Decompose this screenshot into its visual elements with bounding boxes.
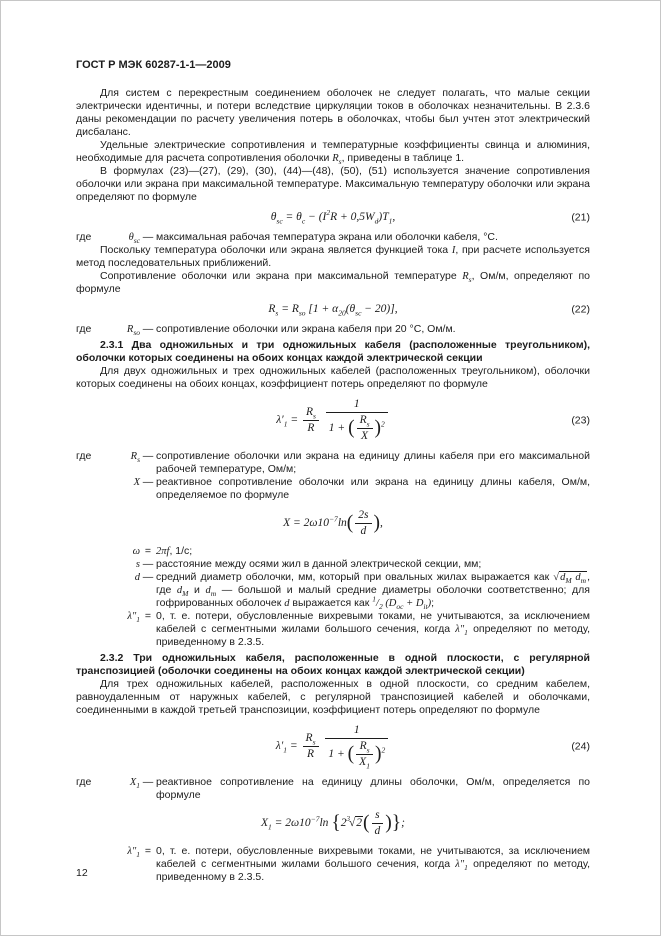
math-subscript: m bbox=[210, 589, 217, 599]
math-bracket: ( bbox=[346, 512, 354, 534]
math-subscript: d bbox=[374, 216, 379, 226]
where-lead-spacer bbox=[76, 571, 104, 610]
formula-block-23 bbox=[76, 398, 590, 443]
math-subscript: 1 bbox=[388, 216, 393, 226]
math-superscript: 2 bbox=[326, 208, 331, 218]
math-subscript: 1 bbox=[366, 761, 370, 771]
math-radical bbox=[553, 571, 587, 586]
fraction-numerator: $R_s$ bbox=[356, 740, 373, 755]
math-bracket: ( bbox=[363, 812, 370, 834]
definition-term: $\lambda''_1$ bbox=[127, 611, 140, 625]
math-bracket: ) bbox=[374, 743, 382, 765]
paragraph-sheath-resistance: Сопротивление оболочки или экрана при максимальной температуре $R_s$, Ом/м, определяют по формуле bbox=[76, 270, 590, 295]
paragraph-cross-bonding: Для систем с перекрестным соединением оболочек не следует полагать, что малые секции электрически идентичны, и потери вследствие циркуляции токов в оболочках незначительны. В 2.3.6 даны рекомендации по расчету увеличения потерь в оболочках, чтобы был учтен этот электрический дисбаланс. bbox=[76, 87, 590, 138]
inline-math: 2πf bbox=[156, 546, 170, 557]
math-superscript: 2 bbox=[381, 745, 386, 755]
math-superscript: 2 bbox=[381, 419, 385, 429]
definition-item-omega bbox=[76, 545, 590, 558]
paragraph-iteration: Поскольку температура оболочки или экрана является функцией тока I, при расчете используется метод последовательных приближений. bbox=[76, 244, 590, 269]
math-subscript: sc bbox=[355, 308, 362, 318]
math-subscript: s bbox=[366, 419, 370, 429]
formula-expression-21: $\theta_{sc} = \theta_c - (I^2R + 0,5W_d)T_1$, bbox=[270, 208, 396, 226]
math-bracket: ) bbox=[373, 512, 381, 534]
paragraph-trefoil: Для двух одножильных и трех одножильных кабелей (расположенных треугольником), оболочки которых соединены на обоих концах, коэффициент потерь определяют по формуле bbox=[76, 365, 590, 390]
math-bracket: ) bbox=[385, 812, 392, 834]
definition-term: $X_1$ bbox=[129, 777, 140, 791]
math-subscript: 1 bbox=[464, 628, 468, 638]
formula-expression-24: $\lambda'_1$ = $\frac{R_s}{R}$ 1 1 + ( $\frac{R_s}{X_1}$ )$^2$ bbox=[276, 724, 390, 769]
inline-math: I bbox=[451, 245, 456, 256]
math-subscript: s bbox=[338, 157, 342, 167]
definition-item-lambda1 bbox=[76, 610, 590, 649]
math-subscript: s bbox=[366, 745, 370, 755]
definition-separator: = bbox=[144, 845, 152, 857]
fraction-numerator: 2s bbox=[355, 509, 371, 524]
definition-description: сопротивление оболочки или экрана кабеля при 20 °С, Ом/м. bbox=[156, 323, 456, 335]
math-subscript: s bbox=[137, 455, 140, 465]
fraction-numerator: 1 bbox=[326, 398, 388, 413]
where-lead: где bbox=[76, 231, 92, 243]
math-fraction bbox=[355, 509, 371, 538]
math-bracket: ) bbox=[374, 417, 382, 439]
definition-description: расстояние между осями жил в данной электрической секции, мм; bbox=[156, 558, 482, 570]
math-subscript: 20 bbox=[338, 308, 346, 318]
math-subscript: s bbox=[313, 411, 316, 421]
math-subscript: 1 bbox=[283, 745, 288, 755]
formula-number-21: (21) bbox=[571, 211, 590, 223]
fraction-denominator: 1 + ( $\frac{R_s}{X_1}$ )$^2$ bbox=[328, 740, 386, 771]
math-subscript: so bbox=[298, 308, 306, 318]
math-subscript: 1 bbox=[464, 863, 468, 873]
formula-expression-22: $R_s = R_{so}$ $[1 + \alpha_{20}(\theta_{sc} - 20)]$, bbox=[268, 303, 398, 318]
paragraph-formulas-list: В формулах (23)—(27), (29), (30), (44)—(48), (50), (51) используется значение сопротивления оболочки или экрана при максимальной температуре. Максимальную температуру оболочки или экрана определяют по формуле bbox=[76, 165, 590, 203]
definition-description: реактивное сопротивление на единицу длины оболочки, Ом/м, определяется по формуле bbox=[156, 776, 590, 801]
formula-expression-x1: $X_1 = 2\omega 10^{-7}\ln$ {$2^3√2$( $\frac{s}{d}$ )}; bbox=[261, 809, 405, 837]
definition-item-x1 bbox=[76, 776, 590, 802]
definition-separator: — bbox=[142, 323, 154, 335]
fraction-numerator: $R_s$ bbox=[303, 406, 319, 421]
math-subscript: oc bbox=[396, 602, 404, 612]
definition-item-theta-sc bbox=[76, 231, 590, 244]
math-subscript: 1 bbox=[268, 822, 272, 832]
formula-expression-x: $X = 2\omega 10^{-7}\ln$( $\frac{2s}{d}$ ), bbox=[283, 509, 383, 537]
definition-separator: — bbox=[142, 231, 154, 243]
math-bracket: ( bbox=[348, 417, 355, 439]
math-subscript: c bbox=[301, 216, 306, 226]
math-subscript: s bbox=[468, 275, 472, 285]
definition-separator: = bbox=[144, 545, 152, 557]
math-subscript: 2 bbox=[378, 602, 383, 612]
definition-description: максимальная рабочая температура экрана или оболочки кабеля, °С. bbox=[156, 231, 498, 243]
inline-math: $d_m$ bbox=[205, 585, 217, 599]
where-lead-spacer bbox=[76, 558, 104, 571]
math-subscript: s bbox=[275, 308, 279, 318]
definition-separator: — bbox=[142, 450, 154, 462]
definition-term: d bbox=[134, 572, 140, 583]
formula-block-x bbox=[76, 509, 590, 538]
formula-block-x1 bbox=[76, 809, 590, 838]
where-lead: где bbox=[76, 323, 92, 335]
where-lead-spacer bbox=[76, 476, 104, 502]
inline-math: $\lambda''_1$ bbox=[455, 624, 468, 638]
where-lead-spacer bbox=[76, 545, 104, 558]
inline-math: $R_s$ bbox=[462, 271, 472, 285]
inline-math: $R_s$ bbox=[332, 153, 342, 167]
fraction-denominator: R bbox=[307, 748, 315, 760]
math-fraction bbox=[356, 740, 373, 769]
math-fraction bbox=[325, 724, 388, 769]
formula-number-22: (22) bbox=[571, 303, 590, 315]
radicand: $d_M$ $d_m$ bbox=[560, 572, 587, 586]
math-fraction bbox=[303, 732, 319, 761]
math-radical bbox=[346, 817, 363, 829]
inline-math: d bbox=[284, 598, 290, 609]
definition-item-rso bbox=[76, 323, 590, 336]
math-subscript: 1 bbox=[136, 615, 140, 625]
math-fraction bbox=[303, 406, 319, 435]
fraction-denominator: $X_1$ bbox=[359, 756, 370, 771]
inline-math: $^1/_2$ $(D_{oc} + D_{it})$ bbox=[372, 594, 432, 612]
math-superscript: −7 bbox=[310, 814, 320, 824]
fraction-denominator: R bbox=[307, 422, 315, 434]
definition-description: сопротивление оболочки или экрана на единицу длины кабеля при его максимальной рабочей температуре, Ом/м; bbox=[156, 450, 590, 475]
radical-symbol: √ bbox=[553, 572, 560, 583]
math-fraction bbox=[326, 398, 388, 443]
definition-description: 0, т. е. потери, обусловленные вихревыми токами, не учитываются, за исключением кабелей с сегментными жилами большого сечения, когда $\lambda''_1$ определяют по методу, приведенному в 2.3.5. bbox=[156, 845, 591, 883]
math-subscript: sc bbox=[276, 216, 283, 226]
inline-math: $\lambda''_1$ bbox=[455, 859, 468, 873]
definition-item-s bbox=[76, 558, 590, 571]
math-subscript: so bbox=[133, 328, 140, 338]
formula-block-24 bbox=[76, 724, 590, 769]
math-subscript: m bbox=[580, 576, 587, 586]
where-lead: где bbox=[76, 450, 92, 462]
math-subscript: M bbox=[565, 576, 572, 586]
definition-separator: — bbox=[142, 558, 154, 570]
math-fraction bbox=[357, 414, 373, 443]
where-lead-spacer bbox=[76, 610, 104, 649]
math-bracket: { bbox=[331, 812, 341, 834]
radical-index: 3 bbox=[346, 815, 350, 824]
math-subscript: M bbox=[182, 589, 189, 599]
math-subscript: sc bbox=[133, 236, 140, 246]
definition-description: 2πf, 1/с; bbox=[156, 545, 193, 557]
definition-term: $\theta_{sc}$ bbox=[128, 232, 140, 246]
page-number: 12 bbox=[76, 867, 88, 879]
fraction-denominator: d bbox=[374, 825, 381, 837]
paragraph-resistivities: Удельные электрические сопротивления и температурные коэффициенты свинца и алюминия, необходимые для расчета сопротивления оболочки $R_s$, приведены в таблице 1. bbox=[76, 139, 590, 167]
definition-term: $R_{so}$ bbox=[126, 324, 140, 338]
definition-term: $\lambda''_1$ bbox=[127, 846, 140, 860]
definition-description: средний диаметр оболочки, мм, который при овальных жилах выражается как $√d_M$ $d_m$, где $d_M$ и $d_m$ — большой и малый средние диаметры оболочки соответственно; для гофрированных оболочек d выражается как $^1/_2$ $(D_{oc} + D_{it})$; bbox=[156, 571, 590, 612]
definition-term: X bbox=[133, 477, 140, 488]
definition-item-lambda2 bbox=[76, 845, 590, 884]
document-header: ГОСТ Р МЭК 60287-1-1—2009 bbox=[76, 59, 231, 71]
radical-symbol: √ bbox=[348, 817, 356, 830]
definition-item-x bbox=[76, 476, 590, 502]
inline-math bbox=[553, 571, 587, 586]
paragraph-flat-transposed: Для трех одножильных кабелей, расположенных в одной плоскости, со средним кабелем, равноудаленным от наружных кабелей, с регулярной транспозицией кабелей и оболочками, соединенными в каждой третьей транспозиции, коэффициент потерь определяют по формуле bbox=[76, 678, 590, 716]
formula-expression-23: $\lambda'_1$ = $\frac{R_s}{R}$ 1 1 + ( $\frac{R_s}{X}$ )$^2$ bbox=[276, 398, 390, 443]
radicand: 2 bbox=[356, 817, 362, 830]
definition-item-rs bbox=[76, 450, 590, 476]
math-superscript: 1 bbox=[372, 594, 377, 604]
math-superscript: −7 bbox=[329, 514, 338, 524]
definition-separator: — bbox=[142, 776, 154, 788]
definition-term: s bbox=[135, 559, 140, 570]
math-bracket: } bbox=[391, 812, 402, 834]
definition-item-d bbox=[76, 571, 590, 610]
fraction-numerator: 1 bbox=[325, 724, 388, 739]
formula-number-23: (23) bbox=[571, 414, 590, 426]
fraction-denominator: X bbox=[361, 430, 369, 442]
math-subscript: it bbox=[423, 602, 428, 612]
fraction-numerator: s bbox=[372, 809, 384, 824]
section-heading-2-3-2: 2.3.2 Три одножильных кабеля, расположенные в одной плоскости, с регулярной транспозицией (оболочки соединены на обоих концах каждой электрической секции) bbox=[76, 652, 590, 677]
math-subscript: 1 bbox=[283, 419, 288, 429]
definition-term: ω bbox=[132, 546, 140, 557]
definition-separator: = bbox=[144, 610, 152, 622]
fraction-numerator: $R_s$ bbox=[303, 732, 319, 747]
definition-separator: — bbox=[142, 571, 154, 583]
fraction-denominator: d bbox=[360, 525, 367, 537]
math-bracket: ( bbox=[347, 743, 355, 765]
definition-term: $R_s$ bbox=[130, 451, 140, 465]
formula-number-24: (24) bbox=[571, 740, 590, 752]
math-subscript: s bbox=[312, 737, 316, 747]
where-lead: где bbox=[76, 776, 92, 788]
section-heading-2-3-1: 2.3.1 Два одножильных и три одножильных кабеля (расположенные треугольником), оболочки которых соединены на обоих концах каждой электрической секции bbox=[76, 339, 590, 364]
inline-math: $d_M$ bbox=[176, 585, 189, 599]
math-fraction bbox=[372, 809, 384, 838]
definition-description: 0, т. е. потери, обусловленные вихревыми токами, не учитываются, за исключением кабелей с сегментными жилами большого сечения, когда $\lambda''_1$ определяют по методу, приведенному в 2.3.5. bbox=[156, 610, 591, 648]
formula-block-21 bbox=[76, 208, 590, 226]
fraction-denominator: 1 + ( $\frac{R_s}{X}$ )$^2$ bbox=[328, 414, 385, 442]
fraction-numerator: $R_s$ bbox=[357, 414, 373, 429]
definition-separator: — bbox=[142, 476, 154, 488]
formula-block-22 bbox=[76, 303, 590, 316]
math-subscript: 1 bbox=[136, 781, 140, 791]
math-subscript: 1 bbox=[136, 850, 140, 860]
definition-description: реактивное сопротивление оболочки или экрана на единицу длины кабеля, Ом/м, определяемое по формуле bbox=[156, 476, 590, 501]
